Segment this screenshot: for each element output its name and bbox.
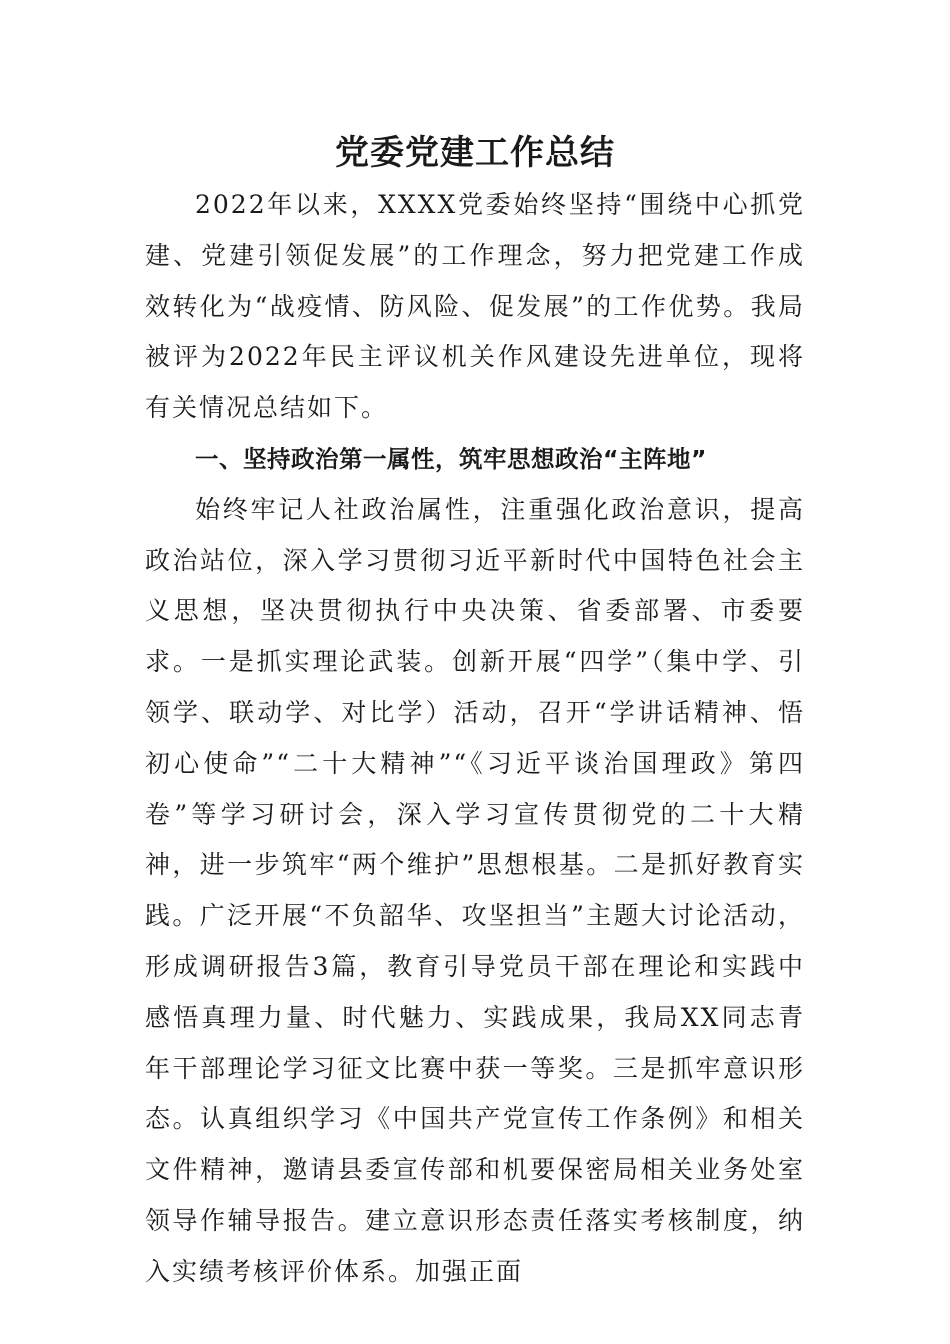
document-title: 党委党建工作总结	[335, 133, 615, 173]
section-1-paragraph: 始终牢记人社政治属性，注重强化政治意识，提高政治站位，深入学习贯彻习近平新时代中国特色社会主义思想，坚决贯彻执行中央决策、省委部署、市委要求。一是抓实理论武装。创新开展“四学”（集中学、引领学、联动学、对比学）活动，召开“学讲话精神、悟初心使命”“二十大精神”“《习近平谈治国理政》第四卷”等学习研讨会，深入学习宣传贯彻党的二十大精神，进一步筑牢“两个维护”思想根基。二是抓好教育实践。广泛开展“不负韶华、攻坚担当”主题大讨论活动，形成调研报告3篇，教育引导党员干部在理论和实践中感悟真理力量、时代魅力、实践成果，我局XX同志青年干部理论学习征文比赛中获一等奖。三是抓牢意识形态。认真组织学习《中国共产党宣传工作条例》和相关文件精神，邀请县委宣传部和机要保密局相关业务处室领导作辅导报告。建立意识形态责任落实考核制度，纳入实绩考核评价体系。加强正面	[145, 494, 805, 1286]
intro-paragraph: 2022年以来，XXXX党委始终坚持“围绕中心抓党建、党建引领促发展”的工作理念，努力把党建工作成效转化为“战疫情、防风险、促发展”的工作优势。我局被评为2022年民主评议机关作风建设先进单位，现将有关情况总结如下。	[145, 190, 805, 423]
section-1-heading: 一、坚持政治第一属性，筑牢思想政治“主阵地”	[195, 444, 707, 473]
document-page	[145, 128, 805, 1298]
